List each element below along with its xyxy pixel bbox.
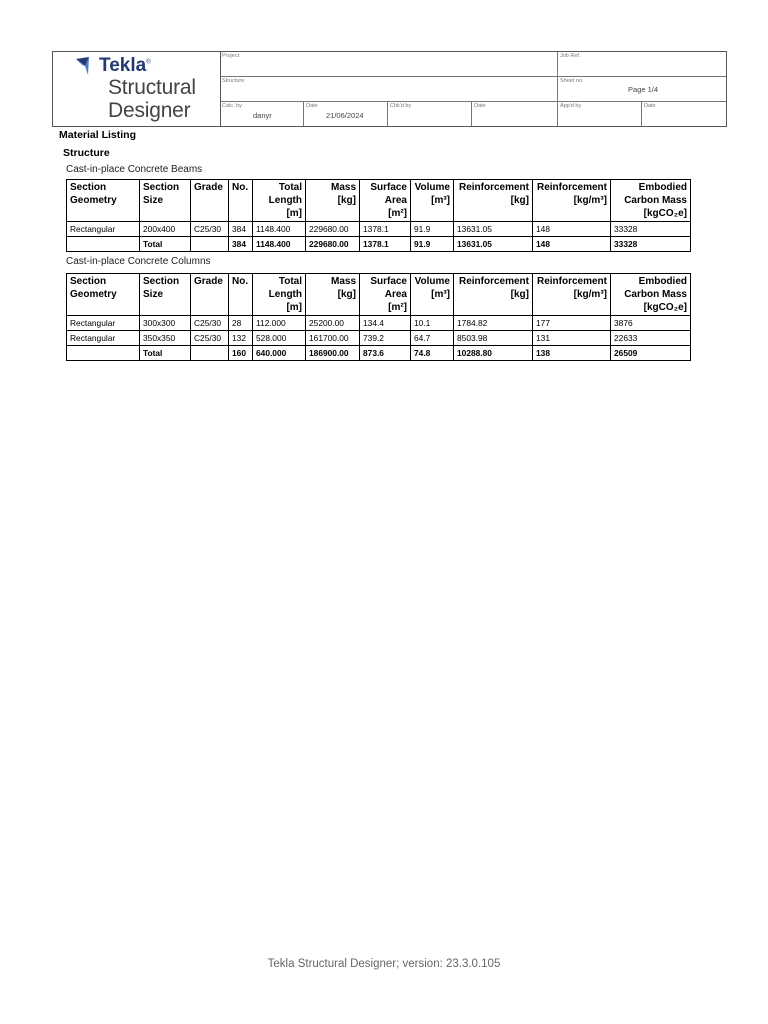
sheet-no-label: Sheet no.	[560, 78, 584, 84]
column-header-geometry	[67, 274, 140, 316]
table-cell-mass: 186900.00	[306, 346, 360, 361]
table-cell-volume: 91.9	[411, 222, 454, 237]
table-cell-geometry: Rectangular	[67, 222, 140, 237]
document-header	[52, 51, 727, 127]
table-cell-volume: 74.8	[411, 346, 454, 361]
date-cell-3	[642, 102, 726, 126]
header-row-2	[220, 77, 726, 102]
column-header-line: Reinforcement	[536, 182, 607, 193]
column-header-line: Length	[268, 195, 302, 206]
table-cell-reinf_kgm3: 177	[533, 316, 611, 331]
column-header-line: [kg]	[337, 195, 356, 206]
table-cell-area: 1378.1	[360, 222, 411, 237]
table-cell-grade	[191, 237, 229, 252]
appd-by-label: App'd by	[560, 103, 582, 109]
logo-line-2: Designer	[108, 99, 191, 122]
beams-table	[66, 179, 691, 252]
column-header-size	[140, 180, 191, 222]
column-header-carbon	[611, 180, 691, 222]
column-header-line: Volume	[414, 182, 450, 193]
calc-by-label: Calc. by	[222, 103, 242, 109]
table-cell-carbon: 3876	[611, 316, 691, 331]
table-cell-carbon: 33328	[611, 222, 691, 237]
column-header-carbon	[611, 274, 691, 316]
table-cell-carbon: 22633	[611, 331, 691, 346]
column-header-line: [kg]	[510, 195, 529, 206]
document-title: Material Listing	[59, 129, 137, 141]
table-row	[67, 316, 691, 331]
column-header-line: Mass	[330, 276, 356, 287]
column-header-mass	[306, 180, 360, 222]
column-header-line: [kgCO₂e]	[643, 208, 687, 219]
structure-cell	[220, 77, 558, 101]
table-cell-geometry: Rectangular	[67, 331, 140, 346]
column-header-line: Area	[384, 289, 407, 300]
columns-table-title: Cast-in-place Concrete Columns	[66, 256, 211, 267]
table-cell-length: 112.000	[253, 316, 306, 331]
column-header-line: [kg/m³]	[573, 289, 607, 300]
beams-table-title: Cast-in-place Concrete Beams	[66, 164, 203, 175]
column-header-line: Section	[143, 276, 180, 287]
table-cell-reinf_kg: 1784.82	[454, 316, 533, 331]
header-row-3	[220, 102, 726, 126]
job-ref-label: Job Ref.	[560, 53, 581, 59]
column-header-line: Total	[278, 276, 302, 287]
table-header-row	[67, 274, 691, 316]
column-header-line: [m³]	[431, 195, 450, 206]
logo-brand: Tekla®	[99, 55, 151, 76]
column-header-no	[229, 274, 253, 316]
header-row-1	[220, 52, 726, 77]
table-cell-geometry	[67, 346, 140, 361]
table-cell-mass: 229680.00	[306, 222, 360, 237]
table-cell-volume: 91.9	[411, 237, 454, 252]
column-header-line: Section	[70, 276, 107, 287]
column-header-line: Surface	[370, 276, 407, 287]
table-cell-grade: C25/30	[191, 316, 229, 331]
table-cell-size: 300x300	[140, 316, 191, 331]
table-cell-mass: 25200.00	[306, 316, 360, 331]
column-header-length	[253, 274, 306, 316]
table-cell-reinf_kgm3: 131	[533, 331, 611, 346]
table-cell-no: 28	[229, 316, 253, 331]
table-cell-reinf_kg: 10288.80	[454, 346, 533, 361]
column-header-reinf_kgm3	[533, 274, 611, 316]
table-cell-mass: 161700.00	[306, 331, 360, 346]
column-header-reinf_kgm3	[533, 180, 611, 222]
column-header-line: [kg]	[510, 289, 529, 300]
sheet-no-cell	[558, 77, 726, 101]
column-header-size	[140, 274, 191, 316]
table-cell-no: 384	[229, 237, 253, 252]
logo-line-1: Structural	[108, 76, 196, 99]
table-cell-reinf_kgm3: 148	[533, 237, 611, 252]
column-header-line: Size	[143, 195, 164, 206]
column-header-line: [m]	[286, 302, 302, 313]
table-cell-size: Total	[140, 346, 191, 361]
table-cell-no: 160	[229, 346, 253, 361]
chkd-by-label: Chk'd by	[390, 103, 412, 109]
table-cell-reinf_kg: 13631.05	[454, 237, 533, 252]
table-cell-carbon: 26509	[611, 346, 691, 361]
table-row	[67, 331, 691, 346]
column-header-line: Section	[70, 182, 107, 193]
table-cell-size: 350x350	[140, 331, 191, 346]
table-cell-geometry	[67, 237, 140, 252]
date-value-1: 21/06/2024	[326, 111, 364, 120]
table-cell-length: 1148.400	[253, 222, 306, 237]
table-cell-carbon: 33328	[611, 237, 691, 252]
project-cell	[220, 52, 558, 76]
date-cell-2	[472, 102, 558, 126]
column-header-line: Section	[143, 182, 180, 193]
column-header-line: Mass	[330, 182, 356, 193]
table-cell-length: 1148.400	[253, 237, 306, 252]
column-header-no	[229, 180, 253, 222]
table-cell-area: 134.4	[360, 316, 411, 331]
calc-by-value: danyr	[253, 111, 272, 120]
columns-table	[66, 273, 691, 361]
column-header-line: Carbon Mass	[624, 289, 687, 300]
table-cell-mass: 229680.00	[306, 237, 360, 252]
table-total-row	[67, 346, 691, 361]
header-info	[220, 52, 726, 126]
column-header-line: [kg]	[337, 289, 356, 300]
column-header-geometry	[67, 180, 140, 222]
column-header-line: Length	[268, 289, 302, 300]
column-header-line: [kgCO₂e]	[643, 302, 687, 313]
column-header-line: Reinforcement	[458, 276, 529, 287]
column-header-line: Carbon Mass	[624, 195, 687, 206]
table-cell-area: 739.2	[360, 331, 411, 346]
column-header-line: Total	[278, 182, 302, 193]
date-cell-1	[304, 102, 388, 126]
column-header-line: Grade	[194, 276, 223, 287]
table-cell-grade: C25/30	[191, 331, 229, 346]
column-header-line: [m³]	[431, 289, 450, 300]
column-header-line: Geometry	[70, 289, 117, 300]
column-header-line: Embodied	[638, 182, 687, 193]
table-cell-length: 640.000	[253, 346, 306, 361]
table-cell-volume: 64.7	[411, 331, 454, 346]
column-header-reinf_kg	[454, 274, 533, 316]
column-header-area	[360, 180, 411, 222]
table-cell-reinf_kg: 13631.05	[454, 222, 533, 237]
project-label: Project	[222, 53, 240, 59]
column-header-grade	[191, 274, 229, 316]
column-header-line: No.	[232, 276, 249, 287]
column-header-line: [kg/m³]	[573, 195, 607, 206]
column-header-volume	[411, 274, 454, 316]
column-header-line: Grade	[194, 182, 223, 193]
table-cell-area: 873.6	[360, 346, 411, 361]
table-cell-no: 132	[229, 331, 253, 346]
date-label-2: Date	[474, 103, 486, 109]
column-header-volume	[411, 180, 454, 222]
table-cell-no: 384	[229, 222, 253, 237]
table-cell-grade: C25/30	[191, 222, 229, 237]
table-cell-grade	[191, 346, 229, 361]
date-label-1: Date	[306, 103, 318, 109]
column-header-line: Size	[143, 289, 164, 300]
column-header-grade	[191, 180, 229, 222]
table-cell-length: 528.000	[253, 331, 306, 346]
column-header-line: Volume	[414, 276, 450, 287]
table-cell-geometry: Rectangular	[67, 316, 140, 331]
table-cell-reinf_kgm3: 148	[533, 222, 611, 237]
structure-label: Structure	[222, 78, 245, 84]
column-header-line: [m]	[286, 208, 302, 219]
tekla-logo-icon	[75, 56, 95, 76]
column-header-line: No.	[232, 182, 249, 193]
table-header-row	[67, 180, 691, 222]
table-cell-size: Total	[140, 237, 191, 252]
table-total-row	[67, 237, 691, 252]
table-cell-area: 1378.1	[360, 237, 411, 252]
column-header-line: Geometry	[70, 195, 117, 206]
column-header-line: [m²]	[388, 208, 407, 219]
footer-version: Tekla Structural Designer; version: 23.3.0.105	[267, 958, 501, 970]
date-label-3: Date	[644, 103, 656, 109]
table-cell-size: 200x400	[140, 222, 191, 237]
logo	[53, 52, 221, 126]
table-cell-reinf_kgm3: 138	[533, 346, 611, 361]
job-ref-cell	[558, 52, 726, 76]
table-cell-reinf_kg: 8503.98	[454, 331, 533, 346]
chkd-by-cell	[388, 102, 472, 126]
section-title: Structure	[63, 147, 110, 159]
column-header-line: Reinforcement	[536, 276, 607, 287]
column-header-line: Embodied	[638, 276, 687, 287]
calc-by-cell	[220, 102, 304, 126]
sheet-no-value: Page 1/4	[628, 85, 659, 94]
appd-by-cell	[558, 102, 642, 126]
column-header-line: Area	[384, 195, 407, 206]
column-header-area	[360, 274, 411, 316]
column-header-mass	[306, 274, 360, 316]
column-header-line: Surface	[370, 182, 407, 193]
table-row	[67, 222, 691, 237]
column-header-reinf_kg	[454, 180, 533, 222]
column-header-line: [m²]	[388, 302, 407, 313]
column-header-length	[253, 180, 306, 222]
column-header-line: Reinforcement	[458, 182, 529, 193]
table-cell-volume: 10.1	[411, 316, 454, 331]
